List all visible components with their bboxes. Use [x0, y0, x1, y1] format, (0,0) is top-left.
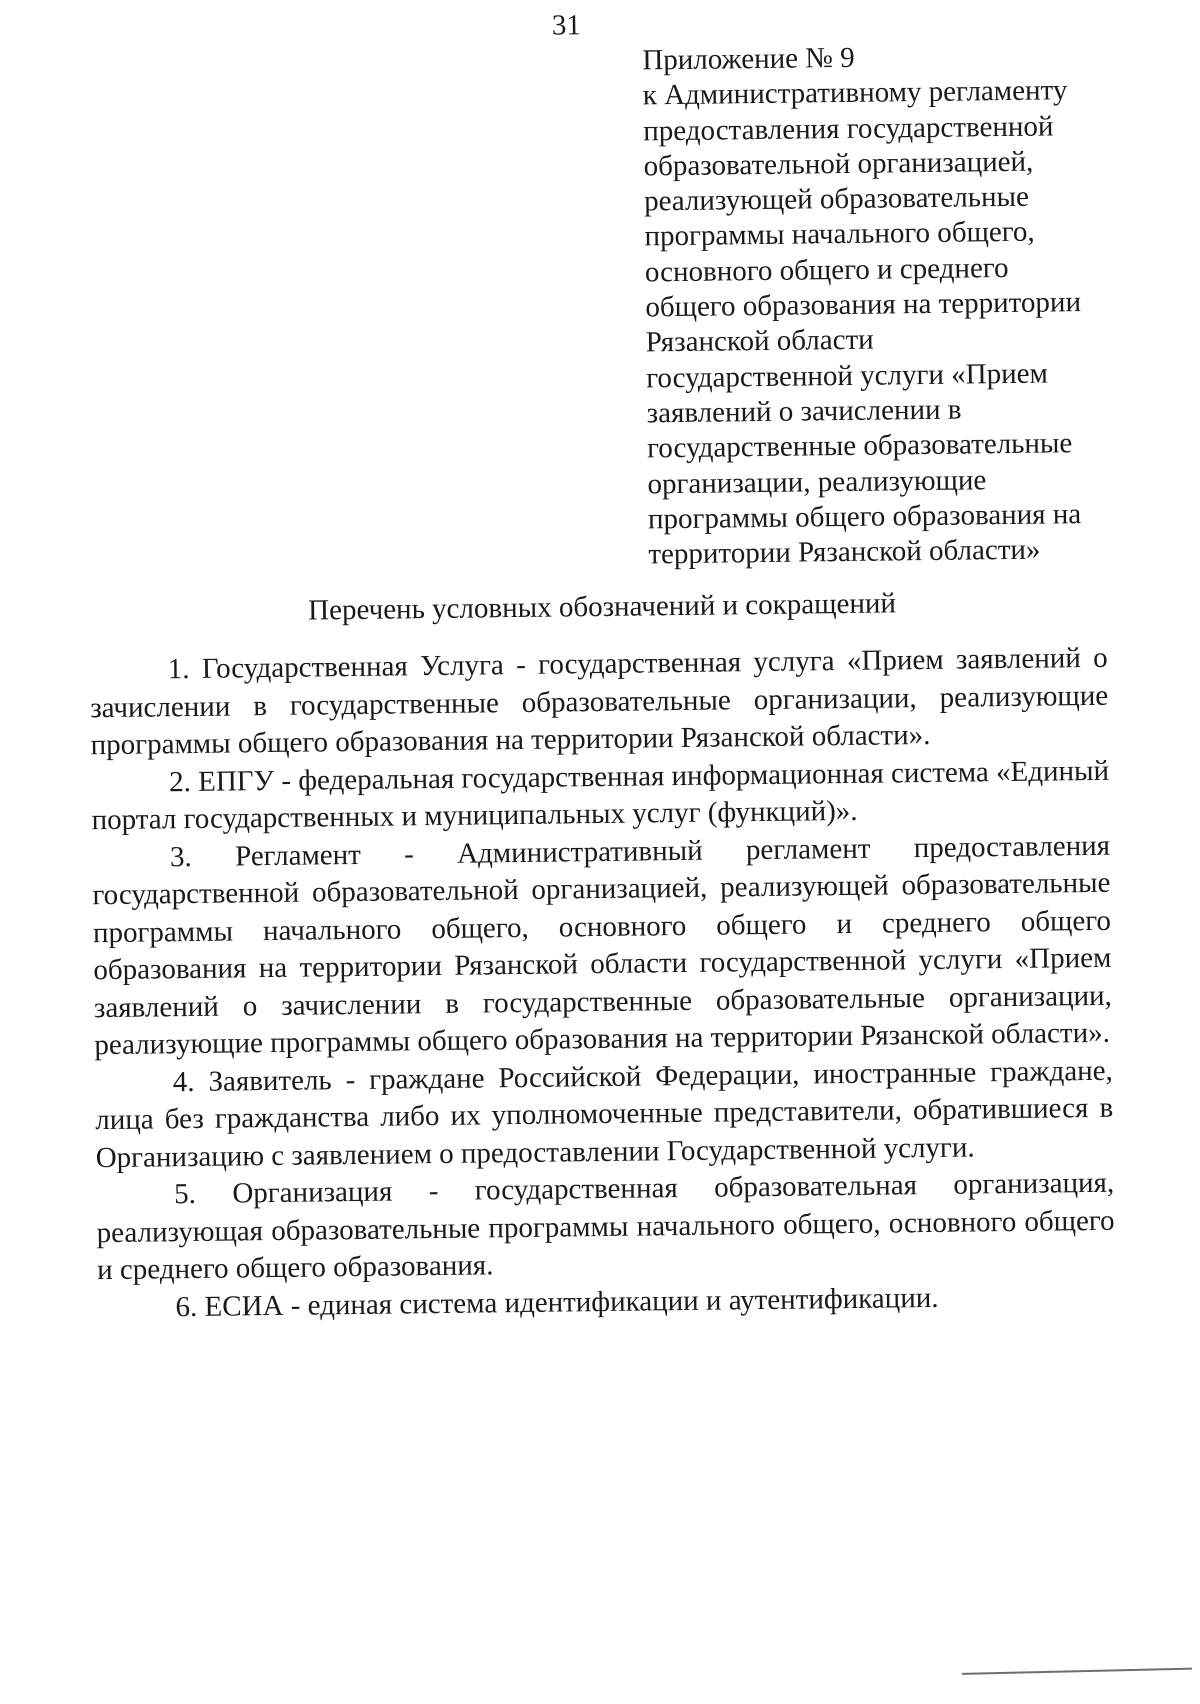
appendix-line: Приложение № 9 — [642, 41, 855, 77]
definition-item: 5. Организация - государственная образовательная организация, реализующая образовательные программы начального общего, основного общего и среднего общего образования. — [96, 1166, 1115, 1287]
appendix-line: программы начального общего, — [644, 216, 1035, 253]
definition-item: 4. Заявитель - граждане Российской Федерации, иностранные граждане, лица без гражданства либо их уполномоченные представители, обратившиеся в Организацию с заявлением о предоставлении Государственной услуги. — [95, 1054, 1114, 1174]
definition-item: 3. Регламент - Административный регламент предоставления государственной образовательной организацией, реализующей образовательные программы начального общего, основного общего и среднего общего образования на территории Рязанской области государственной услуги «Прием заявлений о зачислении в государственные образовательные организации, реализующие программы общего образования на территории Рязанской области». — [92, 829, 1113, 1062]
page-number: 31 — [551, 9, 582, 42]
appendix-header — [642, 37, 1168, 573]
appendix-line: реализующей образовательные — [643, 180, 1030, 218]
definitions-list — [90, 640, 1116, 1327]
document-title: Перечень условных обозначений и сокращений — [307, 587, 897, 627]
definition-item: 6. ЕСИА - единая система идентификации и аутентификации. — [175, 1281, 939, 1323]
definition-item: 1. Государственная Услуга - государственная услуга «Прием заявлений о зачислении в государственные образовательные организации, реализующие программы общего образования на территории Рязанской области». — [90, 641, 1109, 762]
appendix-line: территории Рязанской области» — [648, 533, 1041, 571]
appendix-line: заявлений о зачислении в — [646, 393, 962, 430]
appendix-line: государственной услуги «Прием — [646, 357, 1049, 395]
scan-edge-line — [962, 1668, 1192, 1675]
appendix-line: общего образования на территории — [645, 286, 1082, 324]
appendix-line: предоставления государственной — [643, 110, 1054, 148]
appendix-line: программы общего образования на — [647, 497, 1082, 536]
appendix-line: государственные образовательные — [646, 427, 1073, 465]
definition-item: 2. ЕПГУ - федеральная государственная информационная система «Единый портал государственных и муниципальных услуг (функций)». — [91, 754, 1110, 837]
appendix-line: к Административному регламенту — [642, 74, 1068, 112]
appendix-line: Рязанской области — [645, 323, 874, 359]
appendix-line: образовательной организацией, — [643, 145, 1034, 183]
appendix-line: организации, реализующие — [647, 463, 987, 500]
appendix-line: основного общего и среднего — [644, 251, 1009, 289]
